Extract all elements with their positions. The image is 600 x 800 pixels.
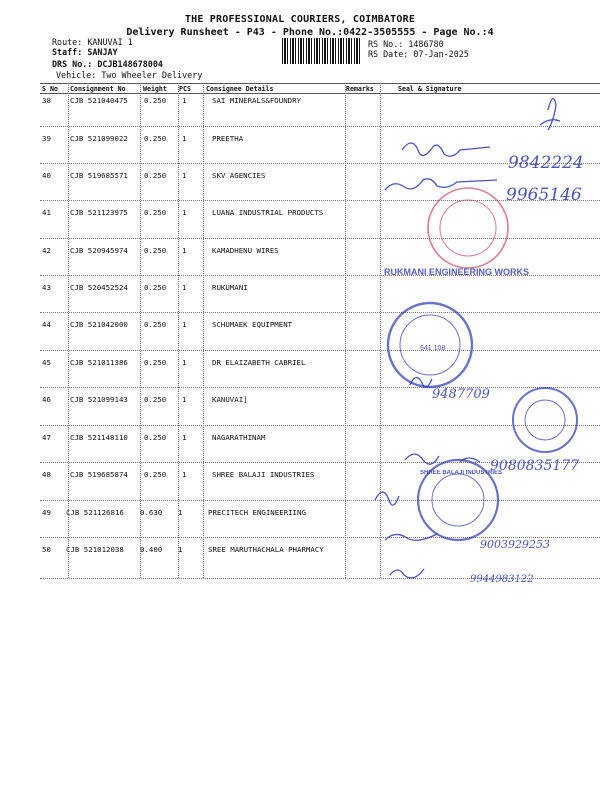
cell-consignee: SKV AGENCIES [212, 171, 266, 180]
cell-consignee: KAMADHENU WIRES [212, 246, 279, 255]
row-separator [40, 163, 600, 164]
cell-consignee: LUANA INDUSTRIAL PRODUCTS [212, 208, 324, 217]
cell-consignee: PREETHA [212, 134, 244, 143]
staff-label: Staff: [52, 47, 83, 57]
column-separator [345, 83, 346, 578]
phone-47: 9080835177 [490, 458, 580, 474]
th-pcs: PCS [179, 85, 191, 93]
signature-48 [375, 492, 399, 505]
row-separator [40, 200, 600, 201]
cell-pcs: 1 [182, 96, 187, 105]
th-seal-signature: Seal & Signature [398, 85, 462, 93]
column-separator [68, 83, 69, 578]
cell-weight: 0.250 [144, 208, 167, 217]
cell-pcs: 1 [182, 171, 187, 180]
cell-sno: 49 [42, 508, 51, 517]
cell-sno: 48 [42, 470, 51, 479]
th-consignment-no: Consignment No [70, 85, 126, 93]
cell-sno: 42 [42, 246, 51, 255]
rs-date-value: 07-Jan-2025 [413, 49, 469, 59]
row-separator [40, 425, 600, 426]
phone-39: 9842224 [508, 153, 584, 173]
cell-cn: CJB 519685874 [70, 470, 128, 479]
row-separator [40, 462, 600, 463]
cell-weight: 0.250 [144, 246, 167, 255]
cell-cn: CJB 521099143 [70, 395, 128, 404]
th-remarks: Remarks [346, 85, 374, 93]
signature-50 [390, 569, 424, 578]
cell-sno: 46 [42, 395, 51, 404]
table-rule [40, 83, 600, 84]
cell-sno: 44 [42, 320, 51, 329]
stamp-rukmani-text: RUKMANI ENGINEERING WORKS [384, 267, 530, 277]
row-separator [40, 275, 600, 276]
cell-consignee: DR ELAIZABETH CABRIEL [212, 358, 306, 367]
rs-no-value: 1486780 [408, 39, 444, 49]
phone-49: 9003929253 [480, 538, 550, 551]
cell-pcs: 1 [182, 358, 187, 367]
drs-value: DCJB148678004 [97, 59, 163, 69]
row-separator [40, 238, 600, 239]
runsheet-title: Delivery Runsheet - P43 - Phone No.:0422-3505555 - Page No.:4 [126, 27, 494, 38]
table-rule [40, 93, 600, 94]
cell-consignee: PRECITECH ENGINEERIING [208, 508, 306, 517]
phone-46: 9487709 [432, 387, 490, 402]
row-separator [40, 350, 600, 351]
barcode [282, 38, 362, 64]
cell-sno: 43 [42, 283, 51, 292]
vehicle-label: Vehicle: [56, 70, 97, 80]
cell-pcs: 1 [182, 433, 187, 442]
cell-consignee: SCHUMAEK EQUIPMENT [212, 320, 293, 329]
row-separator [40, 500, 600, 501]
cell-weight: 0.630 [140, 508, 163, 517]
column-separator [140, 83, 141, 578]
signature-45 [410, 377, 432, 387]
signature-40 [385, 179, 497, 190]
row-separator [40, 387, 600, 388]
stamp-pin-text: 641 108 [420, 345, 446, 352]
cell-weight: 0.250 [144, 134, 167, 143]
phone-40: 9965146 [506, 185, 582, 205]
cell-consignee: KANUVAI] [212, 395, 248, 404]
rs-no-line [368, 39, 444, 49]
stamp-balaji-text: SHREE BALAJI INDUSTRIES [420, 470, 503, 476]
stamp-kanuvai-seal [513, 388, 577, 452]
company-title: THE PROFESSIONAL COURIERS, COIMBATORE [184, 14, 416, 25]
cell-sno: 38 [42, 96, 51, 105]
cell-pcs: 1 [182, 134, 187, 143]
cell-pcs: 1 [182, 395, 187, 404]
cell-sno: 41 [42, 208, 51, 217]
staff-value: SANJAY [87, 47, 118, 57]
cell-consignee: SREE MARUTHACHALA PHARMACY [208, 545, 324, 554]
vehicle-line [56, 70, 202, 80]
rs-date-label: RS Date: [368, 49, 409, 59]
rs-date-line [368, 49, 469, 59]
stamp-schumaek-seal [388, 303, 472, 387]
cell-pcs: 1 [182, 320, 187, 329]
cell-pcs: 1 [182, 246, 187, 255]
cell-weight: 0.250 [144, 96, 167, 105]
rs-no-label: RS No.: [368, 39, 404, 49]
cell-cn: CJB 521123975 [70, 208, 128, 217]
route-label: Route: [52, 37, 83, 47]
th-weight: Weight [143, 85, 167, 93]
cell-cn: CJB 521040475 [70, 96, 128, 105]
cell-cn: CJB 521148110 [70, 433, 128, 442]
column-separator [178, 83, 179, 578]
cell-sno: 50 [42, 545, 51, 554]
row-separator [40, 537, 600, 538]
cell-cn: CJB 520452524 [70, 283, 128, 292]
route-line [52, 37, 133, 47]
cell-pcs: 1 [178, 508, 183, 517]
column-separator [380, 83, 381, 578]
column-separator [203, 83, 204, 578]
cell-consignee: RUKUMANI [212, 283, 248, 292]
cell-cn: CJB 521099022 [70, 134, 128, 143]
cell-weight: 0.250 [144, 358, 167, 367]
cell-weight: 0.250 [144, 171, 167, 180]
cell-sno: 47 [42, 433, 51, 442]
cell-weight: 0.250 [144, 470, 167, 479]
cell-cn: CJB 520945974 [70, 246, 128, 255]
row-separator [40, 312, 600, 313]
row-separator [40, 126, 600, 127]
cell-pcs: 1 [182, 283, 187, 292]
cell-sno: 39 [42, 134, 51, 143]
cell-weight: 0.400 [140, 545, 163, 554]
cell-cn: CJB 521011386 [70, 358, 128, 367]
cell-pcs: 1 [182, 470, 187, 479]
cell-consignee: NAGARATHINAM [212, 433, 266, 442]
th-consignee-details: Consignee Details [206, 85, 274, 93]
phone-50: 9944983122 [470, 574, 534, 585]
cell-sno: 45 [42, 358, 51, 367]
cell-pcs: 1 [178, 545, 183, 554]
cell-cn: CJB 521042000 [70, 320, 128, 329]
drs-label: DRS No.: [52, 59, 93, 69]
signature-39 [402, 143, 490, 156]
cell-cn: CJB 521012038 [66, 545, 124, 554]
cell-weight: 0.250 [144, 395, 167, 404]
cell-weight: 0.250 [144, 433, 167, 442]
drs-line [52, 59, 163, 69]
cell-cn: CJB 519685571 [70, 171, 128, 180]
cell-pcs: 1 [182, 208, 187, 217]
cell-consignee: SAI MINERALS&FOUNDRY [212, 96, 301, 105]
route-value: KANUVAI 1 [87, 37, 133, 47]
cell-weight: 0.250 [144, 283, 167, 292]
row-separator [40, 578, 600, 579]
staff-line [52, 47, 118, 57]
cell-sno: 40 [42, 171, 51, 180]
th-sno: S No [42, 85, 58, 93]
cell-cn: CJB 521126816 [66, 508, 124, 517]
cell-weight: 0.250 [144, 320, 167, 329]
cell-consignee: SHREE BALAJI INDUSTRIES [212, 470, 315, 479]
vehicle-value: Two Wheeler Delivery [101, 70, 203, 80]
